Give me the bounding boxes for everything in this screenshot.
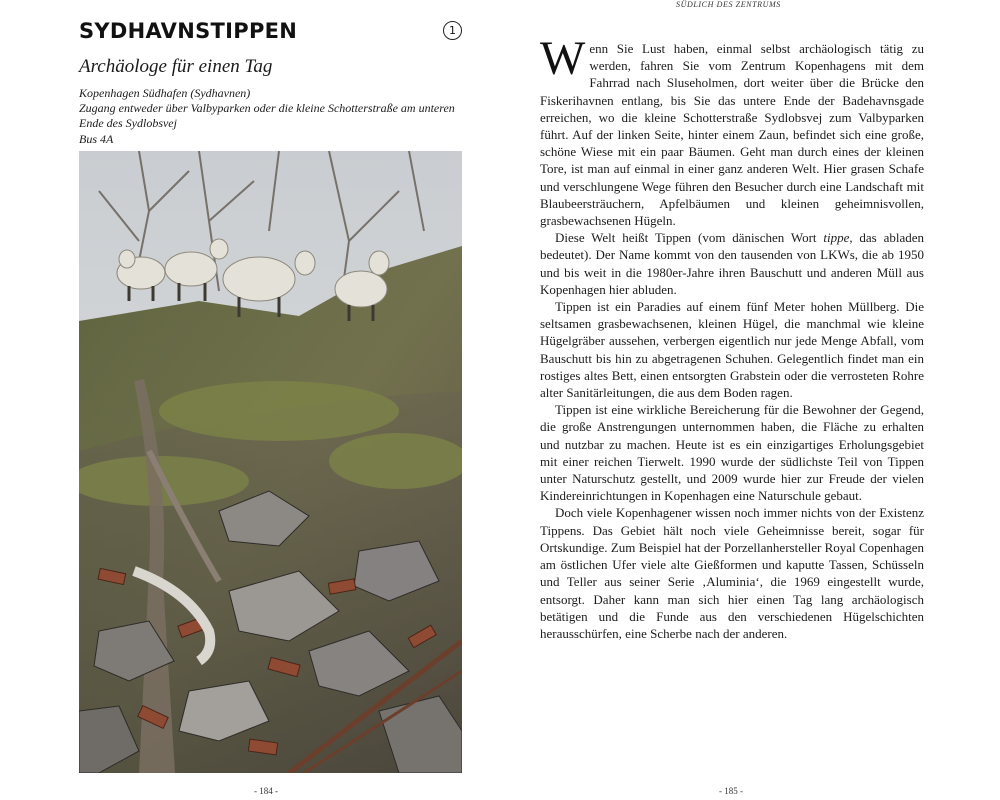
page-title: SYDHAVNSTIPPEN: [79, 19, 298, 43]
page-subtitle: Archäologe für einen Tag: [79, 56, 273, 77]
paragraph-3: Tippen ist ein Paradies auf einem fünf Meter hohen Müllberg. Die seltsamen grasbewachsenen, kleinen Hügel, die manchmal wie kleine Hügelgräber aussehen, verbergen eigentlich nur jede Menge Abfall, vom Bauschutt bis hin zu abgetragenen Schuhen. Gelegentlich findet man ein rostiges altes Bett, einen entsorgten Grabstein oder die verrosteten Rohre alter Sanitärleitungen, die aus dem Boden ragen.: [540, 299, 924, 401]
paragraph-4: Tippen ist eine wirkliche Bereicherung für die Bewohner der Gegend, die große Anstrengungen unternommen haben, die Fläche zu erhalten und nutzbar zu machen. Heute ist es ein einzigartiges Erholungsgebiet mit einer reichen Tierwelt. 1990 wurde der südlichste Teil von Tippen unter Naturschutz gestellt, und 2009 wurde hier zur Freude der vielen Kindereinrichtungen in Kopenhagen eine Naturschule gebaut.: [540, 402, 924, 504]
info-line-access: Zugang entweder über Valbyparken oder die kleine Schotterstraße am unteren: [79, 101, 455, 116]
drop-cap: W: [540, 32, 586, 85]
paragraph-2-italic-word: tippe: [823, 230, 850, 246]
running-header: SÜDLICH DES ZENTRUMS: [676, 0, 781, 9]
paragraph-1: [540, 32, 924, 229]
photo-sheep-on-rubble-hill: [79, 151, 462, 773]
info-line-bus: Bus 4A: [79, 131, 114, 146]
info-line-location: Kopenhagen Südhafen (Sydhavnen): [79, 86, 251, 100]
paragraph-1-text: enn Sie Lust haben, einmal selbst archäologisch tätig zu werden, fahren Sie vom Zentrum Kopenhagens mit dem Fahrrad nach Sluseholmen, dort weiter über die Brücke den Fiskerihavnen entlang, bis Sie das untere Ende der Badehavnsgade erreichen, wo die kleine Schotterstraße Sydlobsvej zum Valbyparken führt. Auf der linken Seite, hinter einem Zaun, befindet sich eine große, schöne Wiese mit ein paar Bäumen. Geht man durch eines der kleinen Tore, ist man auf einmal in einer ganz anderen Welt. Hier grasen Schafe und verschlungene Wege führen den Besucher durch eine Landschaft mit Blaubeersträuchern, Apfelbäumen und kleinen geheimnisvollen, grasbewachsenen Hügeln.: [540, 41, 924, 229]
page-number-left: - 184 -: [254, 786, 278, 796]
info-line-access-cont: Ende des Sydlobsvej: [79, 116, 177, 131]
page-number-right: - 185 -: [719, 786, 743, 796]
photo-illustration: [79, 151, 462, 773]
paragraph-5: Doch viele Kopenhagener wissen noch immer nichts von der Existenz Tippens. Das Gebiet hält noch viele Geheimnisse bereit, sogar für Ortskundige. Zum Beispiel hat der Porzellanhersteller Royal Copenhagen am östlichen Ufer viele alte Gießformen und kaputte Tassen, Schüsseln und Teller aus seiner Serie ‚Aluminia‘, die 1969 eingestellt wurde, entsorgt. Daher kann man sich hier einen Tag lang archäologisch betätigen und die Funde aus den verschiedenen Hügelschichten herausschürfen, eine Scherbe nach der anderen.: [540, 505, 924, 641]
chapter-number-badge: 1: [443, 21, 462, 40]
paragraph-2-text-b: , das abladen bedeutet). Der Name kommt von den tausenden von LKWs, die ab 1950 und bis weit in die 1980er-Jahre ihren Bauschutt und anderen Müll aus Kopenhagen hier abluden.: [540, 230, 924, 297]
paragraph-2: [540, 229, 924, 298]
paragraph-2-text-a: Diese Welt heißt Tippen (vom dänischen Wort: [555, 230, 824, 246]
location-info: [79, 86, 461, 147]
article-body: [540, 32, 924, 642]
